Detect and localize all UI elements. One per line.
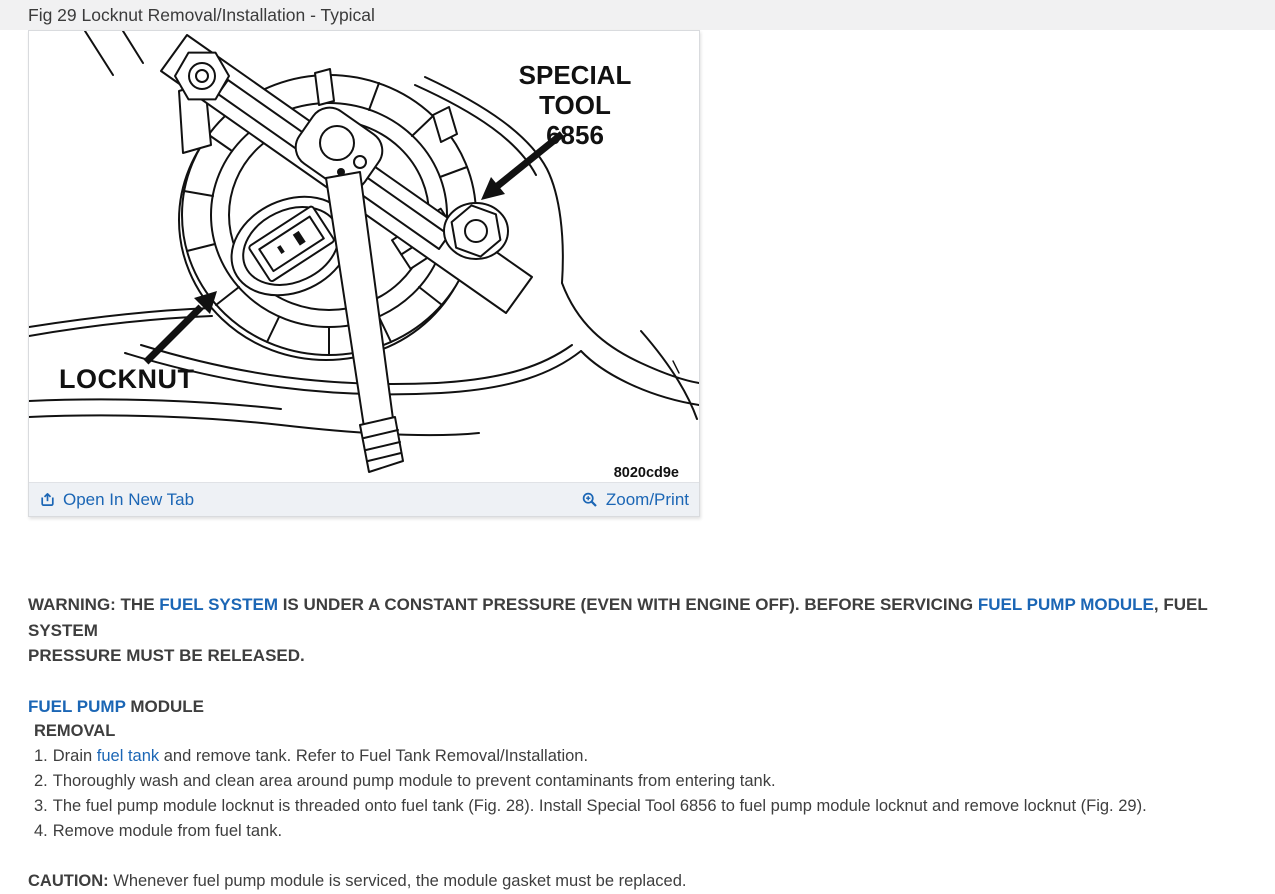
- step-text: Remove module from fuel tank.: [52, 821, 283, 840]
- zoom-print-link[interactable]: [581, 490, 689, 510]
- warning-text-line2: PRESSURE MUST BE RELEASED.: [28, 646, 305, 665]
- fuel-tank-link[interactable]: fuel tank: [96, 746, 160, 765]
- open-in-new-tab-label: Open In New Tab: [63, 489, 195, 509]
- fuel-pump-heading-link[interactable]: FUEL PUMP: [28, 696, 126, 716]
- step-1: [28, 744, 1270, 769]
- fuel-system-link[interactable]: FUEL SYSTEM: [159, 595, 278, 614]
- fuel-pump-module-link[interactable]: FUEL PUMP MODULE: [977, 595, 1154, 614]
- tank-tab-top: [315, 69, 334, 105]
- step-number: 4.: [34, 821, 48, 840]
- special-tool-label-line1: SPECIAL: [518, 60, 632, 90]
- removal-subheading: REMOVAL: [34, 721, 116, 740]
- ratchet-pin-hole: [354, 156, 366, 168]
- zoom-print-label: Zoom/Print: [605, 489, 689, 509]
- step-number: 2.: [34, 771, 48, 790]
- figure-panel: [28, 30, 700, 517]
- caution-paragraph: [28, 869, 1270, 894]
- step-text-post: and remove tank. Refer to Fuel Tank Removal/Installation.: [159, 746, 589, 765]
- locknut-arrow: [146, 291, 217, 362]
- warning-text-middle: IS UNDER A CONSTANT PRESSURE (EVEN WITH ENGINE OFF). BEFORE SERVICING: [277, 595, 978, 614]
- step-number: 1.: [34, 746, 48, 765]
- warning-text-suffix: , FUEL SYSTEM: [28, 595, 1208, 640]
- section-heading: [28, 694, 1270, 719]
- warning-text: WARNING: THE: [28, 595, 160, 614]
- step-text: Thoroughly wash and clean area around pump module to prevent contaminants from entering tank.: [52, 771, 776, 790]
- tank-seam-lower: [29, 415, 479, 435]
- section-heading-rest: MODULE: [125, 696, 204, 716]
- figure-caption: Fig 29 Locknut Removal/Installation - Typical: [28, 5, 375, 25]
- zoom-icon: [581, 491, 599, 509]
- warning-paragraph: [28, 592, 1270, 669]
- locknut-removal-diagram: [29, 31, 699, 482]
- caution-label: CAUTION:: [28, 871, 109, 890]
- caution-text: Whenever fuel pump module is serviced, the module gasket must be replaced.: [108, 871, 687, 890]
- tank-line-topleft: [85, 31, 113, 75]
- tank-edge-tick: [673, 361, 679, 373]
- figure-toolbar: [29, 482, 699, 516]
- part-code-label: 8020cd9e: [613, 465, 679, 481]
- tool-nut-lower: [444, 203, 508, 259]
- open-in-new-tab-icon: [39, 491, 56, 508]
- ratchet-grip: [360, 417, 403, 472]
- tank-edge-right: [562, 283, 699, 383]
- removal-steps: [28, 744, 1270, 844]
- locknut-label: LOCKNUT: [59, 364, 195, 394]
- special-tool-label-line2: TOOL: [539, 90, 611, 120]
- step-number: 3.: [34, 796, 48, 815]
- special-tool-label-line3: 6856: [546, 120, 604, 150]
- article-body: [28, 592, 1270, 894]
- tank-seam-lower-2: [29, 399, 281, 409]
- step-text: Drain: [52, 746, 97, 765]
- step-3: [28, 794, 1270, 819]
- step-text: The fuel pump module locknut is threaded onto fuel tank (Fig. 28). Install Special Tool 6856 to fuel pump module locknut and remove locknut (Fig. 29).: [52, 796, 1147, 815]
- ratchet-drive-hole: [320, 126, 354, 160]
- open-in-new-tab-link[interactable]: [39, 490, 194, 510]
- step-2: [28, 769, 1270, 794]
- step-4: [28, 819, 1270, 844]
- tank-line-topleft-2: [123, 31, 143, 63]
